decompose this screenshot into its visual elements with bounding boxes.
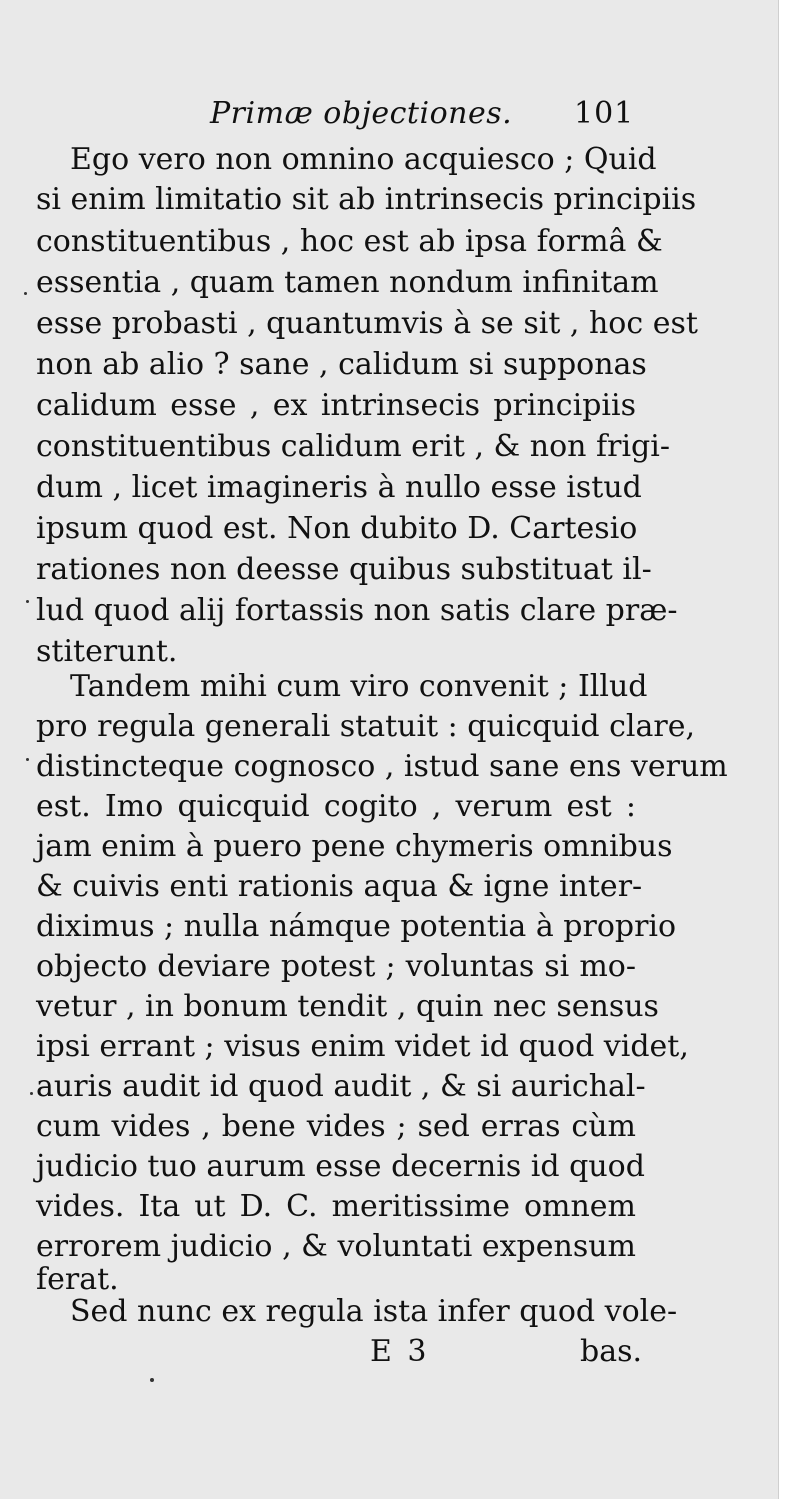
- text-line: Tandem mihi cum viro convenit ; Illud: [70, 669, 648, 704]
- text-line: judicio tuo aurum esse decernis id quod: [36, 1149, 645, 1184]
- text-line: stiterunt.: [36, 634, 178, 669]
- text-line: lud quod alij fortassis non satis clare præ-: [36, 593, 678, 628]
- text-line: rationes non deesse quibus substituat il-: [36, 552, 652, 587]
- page-edge: [778, 0, 788, 1499]
- ink-speck: [24, 292, 27, 295]
- text-line: si enim limitatio sit ab intrinsecis principiis: [36, 182, 697, 217]
- text-line: pro regula generali statuit : quicquid clare,: [36, 709, 696, 744]
- ink-speck: [150, 1378, 154, 1382]
- text-line: cum vides , bene vides ; sed erras cùm: [36, 1109, 636, 1144]
- text-line: constituentibus calidum erit , & non frigi-: [36, 429, 670, 464]
- text-line: dum , licet imagineris à nullo esse istud: [36, 470, 642, 505]
- text-line: jam enim à puero pene chymeris omnibus: [36, 829, 673, 864]
- text-line: vetur , in bonum tendit , quin nec sensus: [36, 989, 659, 1024]
- text-line: ferat.: [36, 1262, 119, 1297]
- text-line: ipsum quod est. Non dubito D. Cartesio: [36, 511, 638, 546]
- text-line: Ego vero non omnino acquiesco ; Quid: [70, 142, 657, 177]
- text-line: & cuivis enti rationis aqua & igne inter-: [36, 869, 643, 904]
- text-line: essentia , quam tamen nondum infinitam: [36, 265, 659, 300]
- text-line: diximus ; nulla námque potentia à proprio: [36, 909, 677, 944]
- text-line: constituentibus , hoc est ab ipsa formâ &: [36, 224, 663, 259]
- text-line: non ab alio ? sane , calidum si supponas: [36, 347, 647, 382]
- signature-mark: E 3: [370, 1334, 430, 1369]
- page-number: 101: [574, 96, 635, 131]
- text-line: auris audit id quod audit , & si aurichal-: [36, 1069, 646, 1104]
- ink-speck: [26, 600, 29, 603]
- text-line: ipsi errant ; visus enim videt id quod videt,: [36, 1029, 689, 1064]
- catchword: bas.: [580, 1334, 643, 1369]
- ink-speck: [26, 758, 29, 761]
- running-head: Primæ objectiones.: [210, 96, 513, 131]
- text-line: Sed nunc ex regula ista infer quod vole-: [70, 1294, 678, 1329]
- text-line: vides. Ita ut D. C. meritissime omnem: [36, 1189, 636, 1224]
- text-line: calidum esse , ex intrinsecis principiis: [36, 388, 636, 423]
- text-line: est. Imo quicquid cogito , verum est :: [36, 789, 636, 824]
- text-line: objecto deviare potest ; voluntas si mo-: [36, 949, 636, 984]
- text-line: distincteque cognosco , istud sane ens verum: [36, 749, 728, 784]
- text-line: esse probasti , quantumvis à se sit , hoc est: [36, 306, 698, 341]
- ink-speck: [30, 1092, 33, 1095]
- text-line: errorem judicio , & voluntati expensum: [36, 1229, 636, 1264]
